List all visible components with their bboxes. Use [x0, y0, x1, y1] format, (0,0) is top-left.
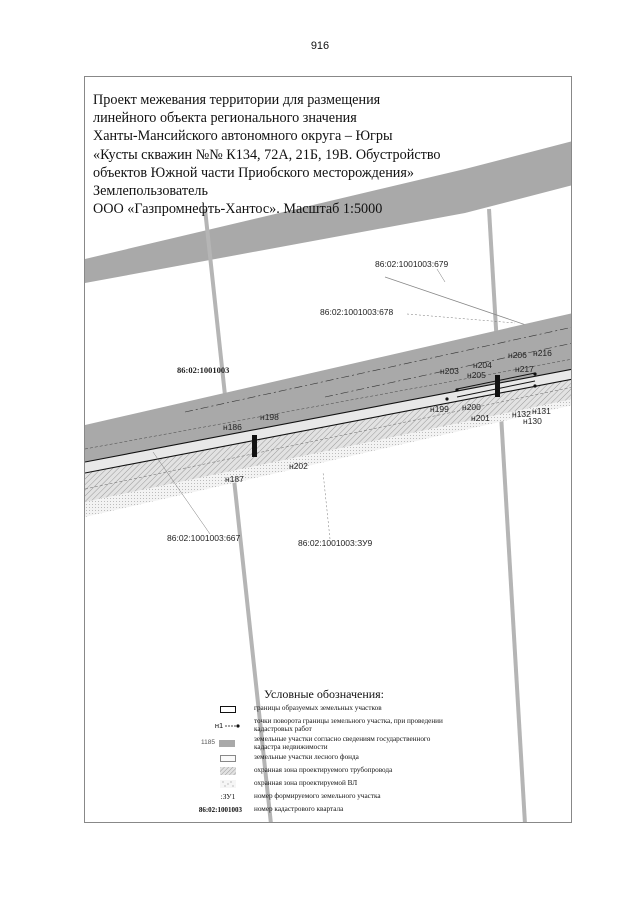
point-label-n130: н130: [523, 416, 542, 426]
quarter-label: 86:02:1001003: [177, 365, 230, 375]
leader-679: [437, 269, 445, 282]
map-frame: [84, 76, 572, 823]
title-line-1: Проект межевания территории для размещения: [93, 92, 381, 108]
legend-item-vl-zone: [204, 779, 454, 792]
leader-zu9: [323, 472, 330, 539]
point-label-n216: н216: [533, 348, 552, 358]
point-label-n202: н202: [289, 461, 308, 471]
legend-symbol-label: :ЗУ1: [220, 792, 236, 801]
legend-text: земельные участки лесного фонда: [254, 753, 359, 761]
legend-symbol-pipeline-zone: [214, 766, 242, 776]
legend-item-forest-fund: [204, 753, 454, 766]
legend-symbol-state-cadastre: [194, 738, 242, 748]
point-label-n199: н199: [430, 404, 449, 414]
legend-symbol-vl-zone: [214, 779, 242, 789]
legend: [198, 687, 454, 818]
legend-item-state-cadastre: [201, 735, 454, 753]
legend-symbol-boundary: [214, 704, 242, 714]
vertical-line-right: [489, 209, 525, 823]
title-block: [93, 91, 563, 218]
legend-text: охранная зона проектируемой ВЛ: [254, 779, 358, 787]
point-label-n204: н204: [473, 360, 492, 370]
point-marker-n199[interactable]: [445, 397, 448, 400]
title-line-2: линейного объекта регионального значения: [93, 110, 357, 127]
parcel-label-679: 86:02:1001003:679: [375, 259, 449, 269]
legend-title: Условные обозначения:: [264, 687, 385, 701]
parcel-label-678: 86:02:1001003:678: [320, 307, 394, 317]
legend-symbol-turn-point: [214, 721, 242, 731]
point-label-n187: н187: [225, 474, 244, 484]
parcel-label-zu9: 86:02:1001003:ЗУ9: [298, 538, 373, 548]
legend-item-turn-points: [204, 717, 454, 735]
page-number: 916: [310, 40, 330, 52]
point-label-n205: н205: [467, 370, 486, 380]
legend-text: номер формируемого земельного участка: [254, 792, 381, 800]
point-marker-n203[interactable]: [455, 388, 458, 391]
point-label-n217: н217: [515, 364, 534, 374]
legend-text: земельные участки согласно сведениям государственного кадастра недвижимости: [254, 735, 431, 752]
legend-item-pipeline-zone: [204, 766, 454, 779]
crossing-left: [252, 435, 257, 457]
point-label-n201: н201: [471, 413, 490, 423]
legend-symbol-forest-fund: [214, 753, 242, 763]
point-label-n132: н132: [512, 409, 531, 419]
parcel-label-667: 86:02:1001003:667: [167, 533, 241, 543]
title-line-4: «Кусты скважин №№ К134, 72А, 21Б, 19В. Обустройство: [93, 146, 441, 163]
legend-text: границы образуемых земельных участков: [254, 704, 382, 712]
point-label-n200: н200: [462, 402, 481, 412]
legend-item-quarter-number: [198, 805, 454, 818]
legend-symbol-label: 1185: [201, 739, 215, 746]
legend-text: точки поворота границы земельного участка, при проведении кадастровых работ: [254, 717, 443, 734]
legend-symbol-parcel-number: [214, 792, 242, 802]
legend-symbol-label: н1: [214, 721, 224, 730]
title-line-5: объектов Южной части Приобского месторождения»: [93, 164, 415, 181]
title-line-3: Ханты-Мансийского автономного округа – Югры: [93, 128, 393, 145]
legend-text: охранная зона проектируемого трубопровода: [254, 766, 393, 774]
legend-item-boundaries: [204, 704, 454, 717]
legend-text: номер кадастрового квартала: [254, 805, 344, 813]
point-label-n203: н203: [440, 366, 459, 376]
legend-item-parcel-number: [204, 792, 454, 805]
legend-symbol-label: 86:02:1001003: [198, 806, 242, 814]
legend-symbol-quarter-number: [166, 805, 242, 815]
title-line-7: ООО «Газпромнефть-Хантос». Масштаб 1:5000: [93, 201, 383, 218]
point-label-n198: н198: [260, 412, 279, 422]
point-marker-n131[interactable]: [533, 384, 536, 387]
point-label-n206: н206: [508, 350, 527, 360]
title-line-6: Землепользователь: [93, 183, 208, 200]
point-label-n131: н131: [532, 406, 551, 416]
point-label-n186: н186: [223, 422, 242, 432]
crossing-right: [495, 375, 500, 397]
